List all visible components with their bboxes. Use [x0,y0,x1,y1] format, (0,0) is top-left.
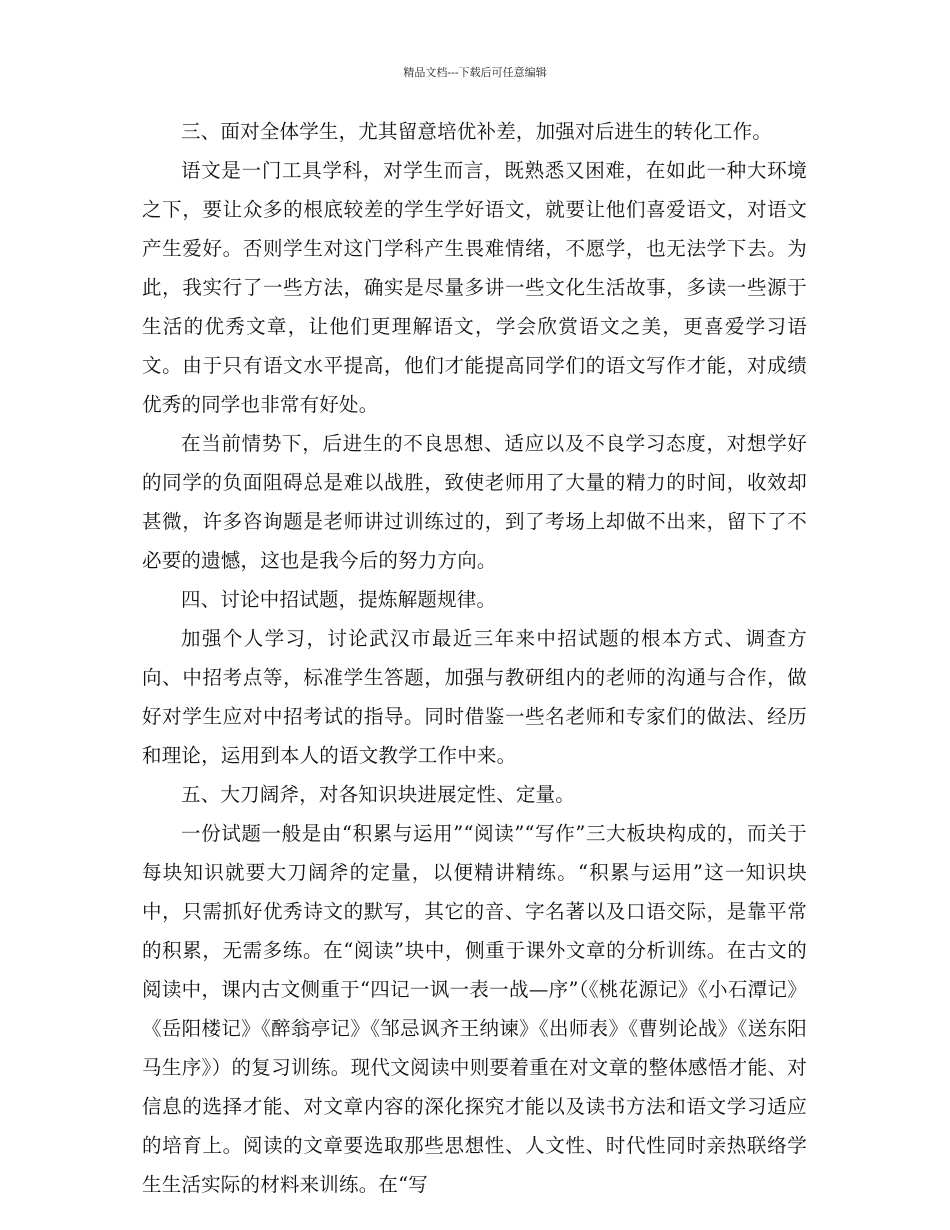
section-heading-3: 三、面对全体学生，尤其留意培优补差，加强对后进生的转化工作。 [181,120,773,143]
body-paragraph: 语文是一门工具学科，对学生而言，既熟悉又困难，在如此一种大环境之下，要让众多的根底较差的学生学好语文，就要让他们喜爱语文，对语文产生爱好。否则学生对这门学科产生畏难情绪，不愿学，也无法学下去。为此，我实行了一些方法，确实是尽量多讲一些文化生活故事，多读一些源于生活的优秀文章，让他们更理解语文，学会欣赏语文之美，更喜爱学习语文。由于只有语文水平提高，他们才能提高同学们的语文写作才能，对成绩优秀的同学也非常有好处。 [142,159,807,416]
section-heading-4: 四、讨论中招试题，提炼解题规律。 [181,588,497,611]
body-paragraph: 加强个人学习，讨论武汉市最近三年来中招试题的根本方式、调查方向、中招考点等，标准学生答题，加强与教研组内的老师的沟通与合作，做好对学生应对中招考试的指导。同时借鉴一些名老师和专家们的做法、经历和理论，运用到本人的语文教学工作中来。 [142,627,807,767]
page-header: 精品文档---下载后可任意编辑 [403,66,547,79]
body-paragraph: 一份试题一般是由“积累与运用”“阅读”“写作”三大板块构成的，而关于每块知识就要大刀阔斧的定量，以便精讲精练。“积累与运用”这一知识块中，只需抓好优秀诗文的默写，其它的音、字名著以及口语交际，是靠平常的积累，无需多练。在“阅读”块中，侧重于课外文章的分析训练。在古文的阅读中，课内古文侧重于“四记一讽一表一战—序”（《桃花源记》《小石潭记》《岳阳楼记》《醉翁亭记》《邹忌讽齐王纳谏》《出师表》《曹刿论战》《送东阳马生序》）的复习训练。现代文阅读中则要着重在对文章的整体感悟才能、对信息的选择才能、对文章内容的深化探究才能以及读书方法和语文学习适应的培育上。阅读的文章要选取那些思想性、人文性、时代性同时亲热联络学生生活实际的材料来训练。在“写 [142,822,807,1196]
document-body [142,112,807,1204]
section-heading-5: 五、大刀阔斧，对各知识块进展定性、定量。 [181,783,576,806]
body-paragraph: 在当前情势下，后进生的不良思想、适应以及不良学习态度，对想学好的同学的负面阻碍总是难以战胜，致使老师用了大量的精力的时间，收效却甚微，许多咨询题是老师讲过训练过的，到了考场上却做不出来，留下了不必要的遗憾，这也是我今后的努力方向。 [142,432,807,572]
